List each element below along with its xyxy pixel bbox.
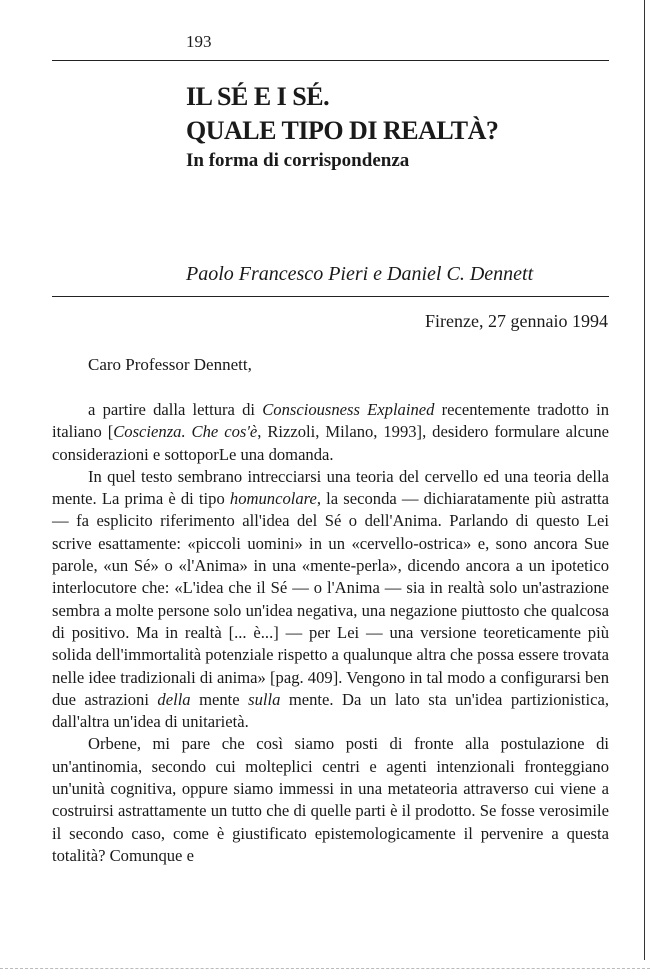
authors-rule xyxy=(52,296,609,297)
header-rule xyxy=(52,60,609,61)
text-run: recentemente tradotto in italiano [ xyxy=(52,400,609,442)
text-run: In quel testo sembrano intrecciarsi una teoria del cervello ed una teoria della mente. La prima è di tipo xyxy=(52,466,609,509)
authors: Paolo Francesco Pieri e Daniel C. Dennett xyxy=(186,263,534,285)
emphasis: homuncolare xyxy=(229,489,317,509)
scan-bottom-noise xyxy=(0,968,650,969)
paragraph-2 xyxy=(52,466,609,734)
salutation: Caro Professor Dennett, xyxy=(88,355,252,374)
book-title-italian: Coscienza. Che cos'è xyxy=(113,422,258,442)
emphasis: sulla xyxy=(248,689,281,709)
article-title-line-1: IL SÉ E I SÉ. xyxy=(186,82,330,111)
text-run: mente xyxy=(190,689,249,709)
article-title-block xyxy=(186,80,498,174)
text-run: , la seconda — dichiaratamente più astratta — fa esplicito riferimento all'idea del Sé o dell'Anima. Parlando di questo Lei scrive esattamente: «piccoli uomini» in un «cervello-ostrica» e, sono ancora Sue parole, «un Sé» o «l'Anima» in una «mente-perla», dicendo ancora a un ipotetico interlocutore che: «L'idea che il Sé — o l'Anima — sia in realtà solo un'astrazione sembra a molte persone solo un'idea negativa, una negazione piuttosto che qualcosa di positivo. Ma in realtà [... è...] — per Lei — una versione teoreticamente più solida dell'immortalità potenziale rispetto a qualunque altra che possa essere trovata nelle idee tradizionali di anima» [pag. 409]. Vengono in tal modo a configurarsi ben due astrazioni xyxy=(52,489,609,709)
paragraph-1 xyxy=(52,399,609,466)
scan-edge-line xyxy=(644,0,645,960)
text-run: mente. Da un lato sta un'idea partizionistica, dall'altra un'idea di unitarietà. xyxy=(52,689,610,732)
text-run: Orbene, mi pare che così siamo posti di fronte alla postulazione di un'antinomia, secondo cui molteplici centri e agenti intenzionali fronteggiano un'unità cognitiva, oppure siamo immessi in una metateoria attraverso cui viene a costruirsi astrattamente un tutto che di quelle parti è il prodotto. Se fosse verosimile il secondo caso, come è giustificato epistemologicamente il pervenire a questa totalità? Comunque e xyxy=(52,734,609,865)
paragraph-3 xyxy=(52,733,609,867)
text-run: , Rizzoli, Milano, 1993], desidero formulare alcune considerazioni e sottoporLe una domanda. xyxy=(52,422,609,464)
emphasis: della xyxy=(157,689,191,709)
article-title-line-2: QUALE TIPO DI REALTÀ? xyxy=(186,116,499,145)
book-title-english: Consciousness Explained xyxy=(262,400,435,419)
article-subtitle: In forma di corrispondenza xyxy=(186,150,410,171)
page-number: 193 xyxy=(186,32,212,51)
letter-body xyxy=(52,399,609,867)
text-run: a partire dalla lettura di xyxy=(88,400,263,419)
dateline: Firenze, 27 gennaio 1994 xyxy=(425,311,608,331)
